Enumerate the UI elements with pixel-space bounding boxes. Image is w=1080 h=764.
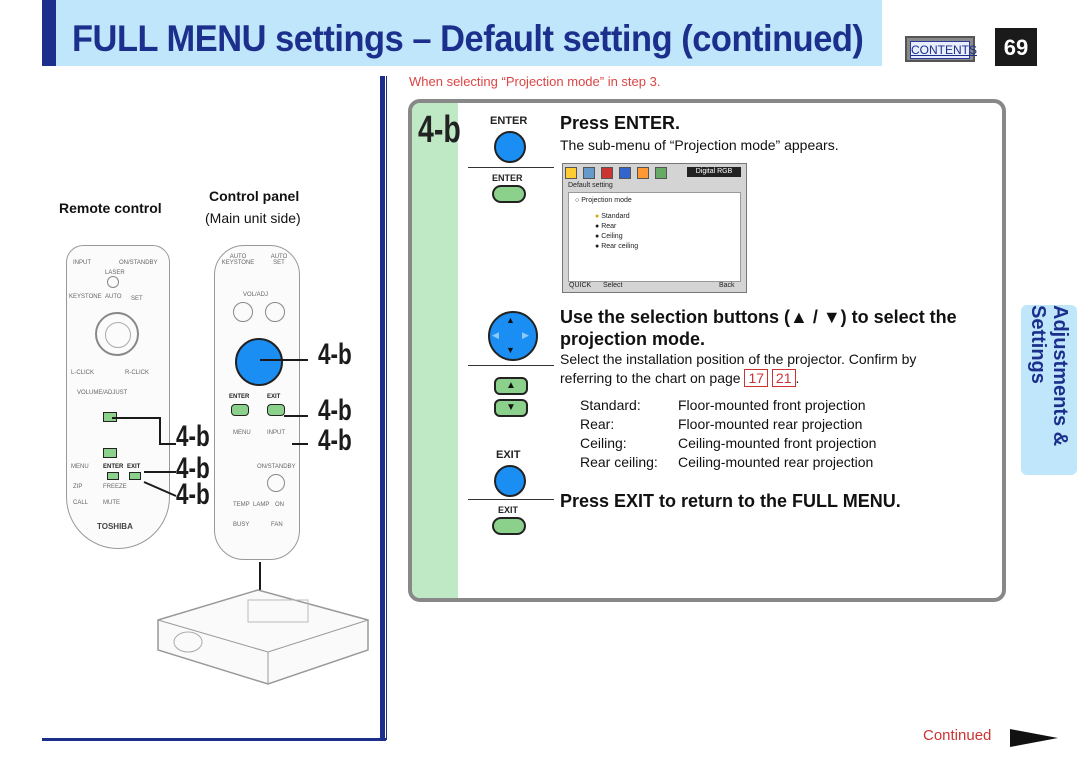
mode-desc-3: Ceiling-mounted rear projection <box>678 454 874 470</box>
remote-menu-label: MENU <box>71 464 89 470</box>
unit-busy-label: BUSY <box>233 522 250 528</box>
osd-image-icon[interactable] <box>583 167 595 179</box>
step-ref-dpad: 4-b <box>318 338 352 371</box>
step-ref-remote-up: 4-b <box>176 420 210 453</box>
remote-volume-adjust-label: VOLUME/ADJUST <box>77 390 128 396</box>
osd-display-icon[interactable] <box>619 167 631 179</box>
osd-source: Digital RGB <box>687 167 741 177</box>
remote-exit-label: EXIT <box>127 464 141 470</box>
osd-option-1[interactable] <box>595 223 616 230</box>
remote-up-arrow-button[interactable] <box>494 377 528 395</box>
page-link-21[interactable]: 21 <box>772 369 796 387</box>
dpad-left-icon: ◀ <box>492 330 499 340</box>
remote-l-click-label: L-CLICK <box>71 370 95 376</box>
enter-top-label: ENTER <box>490 115 528 127</box>
osd-option-2-bullet: ● <box>595 233 600 240</box>
step-ref-remote-exit: 4-b <box>176 478 210 511</box>
osd-section-title: Default setting <box>568 182 613 189</box>
unit-on-label: ON <box>275 502 284 508</box>
enter-button-remote[interactable] <box>492 185 526 203</box>
osd-option-1-label: Rear <box>601 223 617 230</box>
callout-line-remote-up <box>112 418 176 444</box>
unit-temp-label: TEMP <box>233 502 250 508</box>
page-number: 69 <box>995 28 1037 66</box>
step-strip <box>412 103 458 598</box>
remote-enter-label: ENTER <box>103 464 124 470</box>
down-arrow-icon: ▼ <box>506 402 516 413</box>
osd-setting-icon[interactable] <box>637 167 649 179</box>
mode-desc-2: Ceiling-mounted front projection <box>678 435 877 451</box>
remote-down-arrow-button[interactable] <box>494 399 528 417</box>
select-body-text: referring to the chart on page <box>560 370 741 386</box>
dpad-down-icon: ▼ <box>506 345 515 355</box>
column-divider-thin <box>386 76 387 740</box>
osd-footer-back: Back <box>719 282 735 289</box>
unit-input-label: INPUT <box>267 430 285 436</box>
osd-option-2[interactable] <box>595 233 623 240</box>
osd-icon-row <box>565 166 675 180</box>
unit-minus-button[interactable] <box>233 302 253 322</box>
mode-name-3: Rear ceiling: <box>580 454 658 470</box>
select-heading-line1: Use the selection buttons (▲ / ▼) to select the <box>560 307 957 327</box>
on-screen-menu <box>562 163 747 293</box>
unit-menu-label: MENU <box>233 430 251 436</box>
osd-option-0-label: Standard <box>601 213 630 220</box>
remote-set-label: SET <box>131 296 143 302</box>
remote-laser-button[interactable] <box>107 276 119 288</box>
osd-option-2-label: Ceiling <box>601 233 623 240</box>
remote-keystone-label: KEYSTONE <box>69 294 102 300</box>
osd-footer-select: Select <box>603 282 623 289</box>
press-enter-body: The sub-menu of “Projection mode” appears. <box>560 137 839 153</box>
unit-auto-keystone-label: AUTO KEYSTONE <box>221 254 255 266</box>
osd-item[interactable]: ○ Projection mode <box>575 197 632 204</box>
context-note: When selecting “Projection mode” in step 3. <box>409 74 661 89</box>
remote-call-label: CALL <box>73 500 89 506</box>
osd-footer-quick: QUICK <box>569 282 592 289</box>
unit-enter-label: ENTER <box>229 394 250 400</box>
select-body-line2 <box>560 369 799 387</box>
control-panel-sublabel: (Main unit side) <box>205 210 301 226</box>
exit-button-remote[interactable] <box>492 517 526 535</box>
osd-option-3-label: Rear ceiling <box>601 243 639 250</box>
select-body-line1: Select the installation position of the projector. Confirm by <box>560 351 917 367</box>
select-divider <box>468 365 554 366</box>
dpad-right-icon: ▶ <box>522 330 529 340</box>
press-enter-heading: Press ENTER. <box>560 113 681 133</box>
header-accent-bar <box>42 0 56 66</box>
remote-brand: TOSHIBA <box>97 522 133 531</box>
mode-desc-1: Floor-mounted rear projection <box>678 416 863 432</box>
contents-label[interactable]: CONTENTS <box>911 43 977 57</box>
osd-option-3[interactable] <box>595 243 638 250</box>
exit-heading: Press EXIT to return to the FULL MENU. <box>560 491 901 511</box>
continued-arrow-icon[interactable] <box>1010 729 1058 747</box>
osd-default-icon[interactable] <box>655 167 667 179</box>
mode-name-2: Ceiling: <box>580 435 627 451</box>
direction-pad-button[interactable] <box>488 311 538 361</box>
control-panel-label: Control panel <box>209 188 300 204</box>
osd-content <box>568 192 741 282</box>
remote-mute-label: MUTE <box>103 500 120 506</box>
osd-keystone-icon[interactable] <box>601 167 613 179</box>
unit-on-standby-label: ON/STANDBY <box>257 464 296 470</box>
remote-laser-label: LASER <box>105 270 125 276</box>
osd-option-3-bullet: ● <box>595 243 600 250</box>
enter-button-main[interactable] <box>494 131 526 163</box>
dpad-up-icon: ▲ <box>506 315 515 325</box>
unit-fan-label: FAN <box>271 522 283 528</box>
projector-illustration <box>148 580 380 690</box>
remote-zip-label: ZIP <box>73 484 83 490</box>
enter-divider <box>468 167 554 168</box>
page-title: FULL MENU settings – Default setting (continued) <box>72 18 864 59</box>
unit-auto-set-label: AUTO SET <box>270 254 288 266</box>
select-body-end: . <box>795 370 800 386</box>
remote-on-standby-label: ON/STANDBY <box>119 260 158 266</box>
unit-lamp-label: LAMP <box>253 502 270 508</box>
osd-option-0[interactable] <box>595 213 630 220</box>
remote-auto-label: AUTO <box>105 294 122 300</box>
contents-button[interactable] <box>905 36 975 62</box>
step-label: 4-b <box>418 109 461 151</box>
step-panel <box>408 99 1006 602</box>
column-divider <box>380 76 385 740</box>
step-ref-remote-enter: 4-b <box>176 452 210 485</box>
exit-divider <box>468 499 554 500</box>
exit-button-main[interactable] <box>494 465 526 497</box>
mode-name-1: Rear: <box>580 416 615 432</box>
remote-control-label: Remote control <box>59 200 162 216</box>
callout-line-remote-exit <box>144 482 176 496</box>
exit-remote-label: EXIT <box>498 505 519 515</box>
mode-desc-0: Floor-mounted front projection <box>678 397 866 413</box>
up-arrow-icon: ▲ <box>506 380 516 391</box>
step-ref-input: 4-b <box>318 424 352 457</box>
unit-vol-adj-label: VOL/ADJ <box>243 292 269 298</box>
unit-plus-button[interactable] <box>265 302 285 322</box>
bottom-rule <box>42 738 386 741</box>
step-ref-exit: 4-b <box>318 394 352 427</box>
remote-freeze-label: FREEZE <box>103 484 127 490</box>
unit-exit-label: EXIT <box>267 394 281 400</box>
osd-item-label: Projection mode <box>581 197 632 204</box>
select-heading-line2: projection mode. <box>560 329 706 349</box>
osd-picture-icon[interactable] <box>565 167 577 179</box>
remote-input-label: INPUT <box>73 260 91 266</box>
mode-name-0: Standard: <box>580 397 641 413</box>
page-link-17[interactable]: 17 <box>744 369 768 387</box>
osd-option-1-bullet: ● <box>595 223 600 230</box>
remote-r-click-label: R-CLICK <box>125 370 150 376</box>
exit-top-label: EXIT <box>496 449 521 461</box>
enter-remote-label: ENTER <box>492 173 523 183</box>
continued-label[interactable]: Continued <box>923 727 992 744</box>
section-side-tab-label[interactable]: Adjustments & Settings <box>1027 305 1071 447</box>
osd-option-0-bullet: ● <box>595 213 600 220</box>
